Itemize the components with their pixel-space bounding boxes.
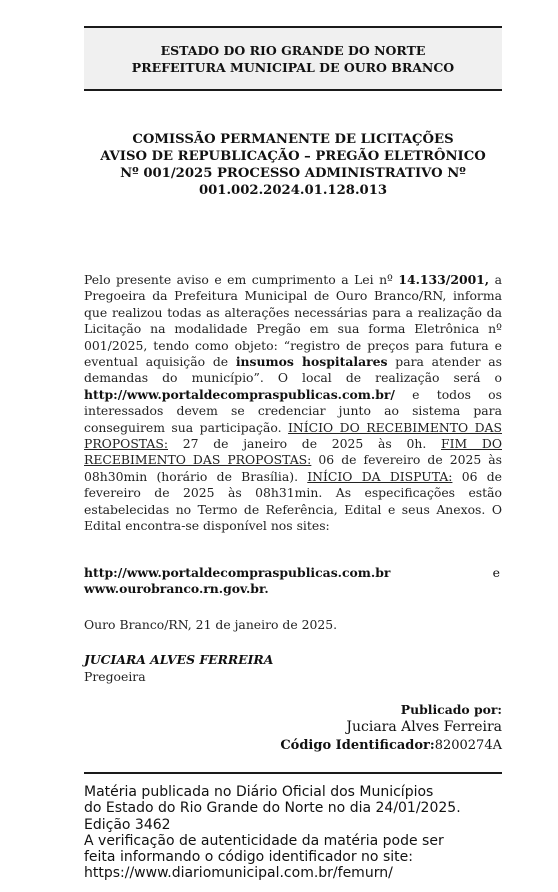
footer-line-2: do Estado do Rio Grande do Norte no dia 24/01/2025. — [84, 800, 461, 817]
footer-line-1: Matéria publicada no Diário Oficial dos Municípios — [84, 784, 434, 800]
procurement-object: insumos hospitalares — [235, 354, 388, 370]
title-line-3: Nº 001/2025 PROCESSO ADMINISTRATIVO Nº — [120, 166, 466, 181]
publisher-name: Juciara Alves Ferreira — [346, 719, 502, 735]
header-prefecture-line: PREFEITURA MUNICIPAL DE OURO BRANCO — [131, 59, 455, 75]
dispute-start-value: 06 de fevereiro de 2025 às 08h31min. As especificações estão estabelecidas no Termo de Referência, Edital e seus Anexos. O Edital encontra-se disponível nos sites: — [84, 468, 502, 534]
document-header — [84, 26, 502, 91]
notice-body — [84, 272, 502, 535]
body-text-2: a Pregoeira da Prefeitura Municipal de Ouro Branco/RN, informa que realizou todas as alterações necessárias para a realização da Licitação na modalidade Pregão em sua forma Eletrônica nº 001/2025, tendo como objeto: “registro de preços para futura e eventual aquisição de — [84, 272, 502, 370]
dispute-start-label: INÍCIO DA DISPUTA: — [307, 468, 453, 484]
body-text-1: Pelo presente aviso e em cumprimento a Lei nº — [84, 272, 399, 287]
publication-block — [84, 701, 502, 754]
identifier-code — [84, 737, 502, 754]
place-date: Ouro Branco/RN, 21 de janeiro de 2025. — [84, 617, 338, 632]
proposal-start-label: INÍCIO DO RECEBIMENTO DAS PROPOSTAS: — [84, 419, 502, 452]
footer-line-3: Edição 3462 — [84, 816, 171, 833]
footer-divider — [84, 772, 502, 774]
body-text-4: e todos os interessados devem se credenciar junto ao sistema para conseguirem sua participação. — [84, 386, 502, 435]
footer-line-5: feita informando o código identificador no site: — [84, 849, 413, 866]
signer-name: JUCIARA ALVES FERREIRA — [84, 652, 274, 667]
portal-site-link[interactable]: http://www.portaldecompraspublicas.com.br — [84, 565, 391, 580]
identifier-code-value: 8200274A — [434, 738, 502, 753]
published-by-label: Publicado por: — [400, 702, 502, 717]
footer-line-4: A verificação de autenticidade da matéria pode ser — [84, 832, 444, 849]
identifier-code-label: Código Identificador: — [280, 738, 435, 753]
proposal-start-value: 27 de janeiro de 2025 às 0h. — [168, 436, 441, 452]
body-text-3: para atender as demandas do município”. O local de realização será o — [84, 354, 503, 386]
header-state-line: ESTADO DO RIO GRANDE DO NORTE — [160, 42, 426, 58]
footer-verification-url[interactable]: https://www.diariomunicipal.com.br/femurn/ — [84, 865, 393, 882]
sites-block — [84, 565, 502, 598]
publication-footer — [84, 784, 514, 882]
proposal-end-value: 06 de fevereiro de 2025 às 08h30min (horário de Brasília). — [84, 452, 503, 484]
title-line-1: COMISSÃO PERMANENTE DE LICITAÇÕES — [132, 132, 454, 147]
notice-title — [84, 131, 502, 199]
title-line-4: 001.002.2024.01.128.013 — [198, 183, 388, 198]
law-number: 14.133/2001, — [398, 272, 490, 287]
signer-block — [84, 651, 502, 685]
signer-role: Pregoeira — [84, 669, 146, 684]
sites-connector: e — [492, 565, 500, 580]
title-line-2: AVISO DE REPUBLICAÇÃO – PREGÃO ELETRÔNICO — [100, 149, 486, 164]
municipality-site-link[interactable]: www.ourobranco.rn.gov.br. — [84, 581, 269, 597]
portal-link[interactable]: http://www.portaldecompraspublicas.com.br/ — [84, 386, 395, 402]
proposal-end-label: FIM DO RECEBIMENTO DAS PROPOSTAS: — [84, 436, 502, 468]
